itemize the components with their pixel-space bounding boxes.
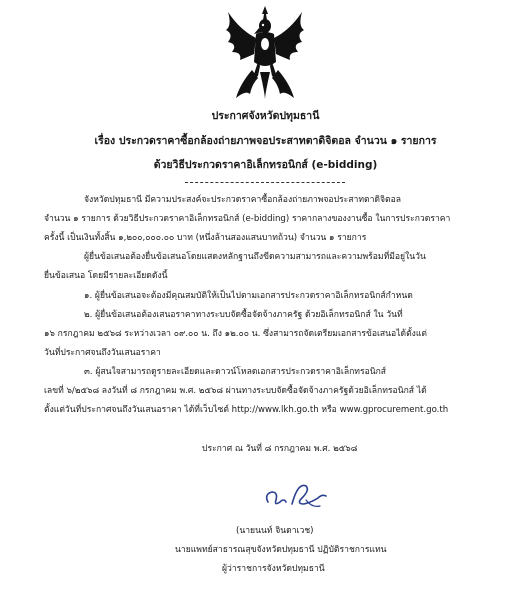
divider [185, 182, 345, 183]
paragraph-1-line-1: จังหวัดปทุมธานี มีความประสงค์จะประกวดราคาซื้อกล้องถ่ายภาพจอประสาทตาดิจิตอล [84, 195, 402, 205]
paragraph-1-line-3: ครั้งนี้ เป็นเงินทั้งสิ้น ๑,๒๐๐,๐๐๐.๐๐ บาท (หนึ่งล้านสองแสนบาทถ้วน) จำนวน ๑ รายการ [44, 233, 367, 243]
item-3-line-2: เลขที่ ๖/๒๕๖๘ ลงวันที่ ๘ กรกฎาคม พ.ศ. ๒๕๖๘ ผ่านทางระบบจัดซื้อจัดจ้างภาครัฐด้วยอิเล็กทรอนิกส์ ได้ [44, 386, 427, 396]
signer-name: (นายนนท์ จินดาเวช) [236, 526, 314, 536]
paragraph-1-line-2: จำนวน ๑ รายการ ด้วยวิธีประกวดราคาอิเล็กทรอนิกส์ (e-bidding) ราคากลางของงานซื้อ ในการประกวดราคา [44, 214, 451, 224]
garuda-emblem-icon [222, 4, 308, 102]
item-1: ๑. ผู้ยื่นข้อเสนอจะต้องมีคุณสมบัติให้เป็นไปตามเอกสารประกวดราคาอิเล็กทรอนิกส์กำหนด [84, 291, 413, 301]
subject-line: เรื่อง ประกวดราคาซื้อกล้องถ่ายภาพจอประสาทตาดิจิตอล จำนวน ๑ รายการ [94, 135, 437, 147]
signer-position-line-1: นายแพทย์สาธารณสุขจังหวัดปทุมธานี ปฏิบัติราชการแทน [175, 545, 387, 555]
signature-mark [262, 478, 332, 514]
item-2-line-2: ๑๖ กรกฎาคม ๒๕๖๘ ระหว่างเวลา ๐๙.๐๐ น. ถึง ๑๒.๐๐ น. ซึ่งสามารถจัดเตรียมเอกสารข้อเสนอได้ตั้งแต่ [44, 329, 427, 339]
item-2-line-1: ๒. ผู้ยื่นข้อเสนอต้องเสนอราคาทางระบบจัดซื้อจัดจ้างภาครัฐ ด้วยอิเล็กทรอนิกส์ ใน วันที่ [84, 310, 403, 320]
item-3-line-3: ตั้งแต่วันที่ประกาศจนถึงวันเสนอราคา ได้ที่เว็บไซต์ http://www.lkh.go.th หรือ www.gprocurement.go.th [44, 405, 449, 415]
item-3-line-1: ๓. ผู้สนใจสามารถดูรายละเอียดและดาวน์โหลดเอกสารประกวดราคาอิเล็กทรอนิกส์ [84, 367, 387, 377]
item-2-line-3: วันที่ประกาศจนถึงวันเสนอราคา [44, 348, 161, 358]
paragraph-2-line-2: ยื่นข้อเสนอ โดยมีรายละเอียดดังนี้ [44, 271, 168, 281]
issue-date: ประกาศ ณ วันที่ ๘ กรกฎาคม พ.ศ. ๒๕๖๘ [202, 444, 358, 454]
signer-position-line-2: ผู้ว่าราชการจังหวัดปทุมธานี [222, 564, 325, 574]
paragraph-2-line-1: ผู้ยื่นข้อเสนอต้องยื่นข้อเสนอโดยแสดงหลักฐานถึงขีดความสามารถและความพร้อมที่มีอยู่ในวัน [84, 252, 426, 262]
method-line: ด้วยวิธีประกวดราคาอิเล็กทรอนิกส์ (e-bidding) [153, 159, 378, 171]
issuer-title: ประกาศจังหวัดปทุมธานี [211, 110, 320, 122]
